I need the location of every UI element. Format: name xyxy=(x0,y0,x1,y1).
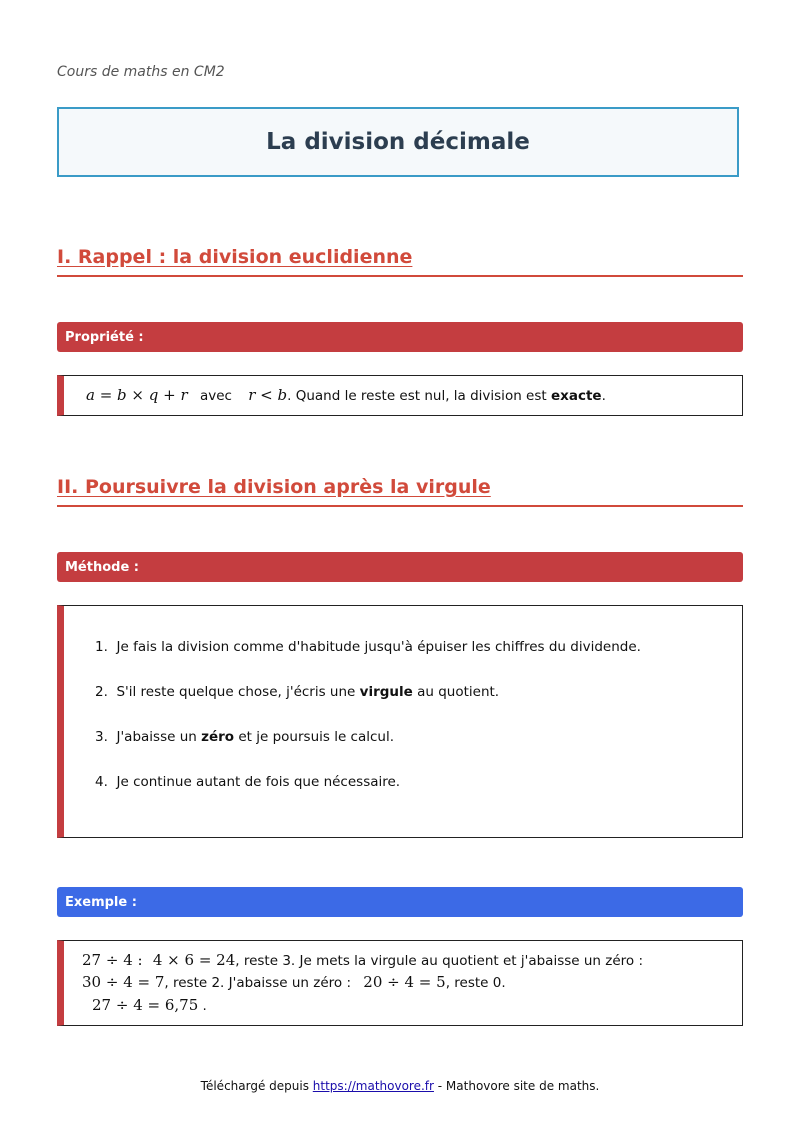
step-text-end: et je poursuis le calcul. xyxy=(234,729,395,745)
example-text: , reste 3. Je mets la virgule au quotient et j'abaisse un zéro : xyxy=(235,953,644,969)
example-math: 27 ÷ 4 : xyxy=(82,951,143,969)
title-box xyxy=(57,107,739,177)
example-box xyxy=(57,940,743,1026)
footer-prefix: Téléchargé depuis xyxy=(200,1079,313,1093)
example-text: , reste 2. J'abaisse un zéro : xyxy=(164,975,351,991)
example-text: , reste 0. xyxy=(445,975,506,991)
step-number: 2. xyxy=(95,684,108,700)
property-bar xyxy=(57,322,743,352)
footer-link[interactable]: https://mathovore.fr xyxy=(312,1079,434,1093)
property-bold: exacte xyxy=(550,388,602,404)
example-line-3 xyxy=(92,996,207,1014)
property-box xyxy=(57,375,743,416)
method-bar xyxy=(57,552,743,582)
example-label: Exemple : xyxy=(65,894,137,910)
step-text: Je fais la division comme d'habitude jusqu'à épuiser les chiffres du dividende. xyxy=(116,639,641,655)
property-end: . xyxy=(601,388,606,404)
list-item xyxy=(95,774,400,790)
section-heading-rappel: I. Rappel : la division euclidienne xyxy=(57,246,743,277)
example-result: 27 ÷ 4 = 6,75 xyxy=(92,996,199,1014)
formula-condition: r < b xyxy=(248,386,288,404)
example-bar xyxy=(57,887,743,917)
step-text: Je continue autant de fois que nécessaire. xyxy=(116,774,401,790)
example-line-2 xyxy=(82,973,506,991)
step-number: 4. xyxy=(95,774,108,790)
step-number: 1. xyxy=(95,639,108,655)
list-item xyxy=(95,729,394,745)
example-math: 20 ÷ 4 = 5 xyxy=(363,973,446,991)
step-text: S'il reste quelque chose, j'écris une xyxy=(116,684,360,700)
avec-text: avec xyxy=(199,388,232,404)
property-text: . Quand le reste est nul, la division est xyxy=(287,388,551,404)
section-heading-virgule: II. Poursuivre la division après la virgule xyxy=(57,476,743,507)
list-item xyxy=(95,684,499,700)
property-label: Propriété : xyxy=(65,329,144,345)
example-math: 4 × 6 = 24 xyxy=(152,951,236,969)
formula-euclid: a = b × q + r xyxy=(86,386,188,404)
property-statement xyxy=(86,386,606,404)
step-bold: virgule xyxy=(359,684,413,700)
footer-suffix: - Mathovore site de maths. xyxy=(433,1079,600,1093)
course-subtitle: Cours de maths en CM2 xyxy=(57,64,225,80)
footer xyxy=(0,1079,800,1093)
step-bold: zéro xyxy=(201,729,235,745)
example-line-1 xyxy=(82,951,643,969)
page-title: La division décimale xyxy=(266,129,530,155)
step-text: J'abaisse un xyxy=(116,729,202,745)
example-math: 30 ÷ 4 = 7 xyxy=(82,973,165,991)
step-number: 3. xyxy=(95,729,108,745)
method-box xyxy=(57,605,743,838)
list-item xyxy=(95,639,641,655)
method-label: Méthode : xyxy=(65,559,140,575)
example-text: . xyxy=(202,998,207,1014)
step-text-end: au quotient. xyxy=(412,684,500,700)
